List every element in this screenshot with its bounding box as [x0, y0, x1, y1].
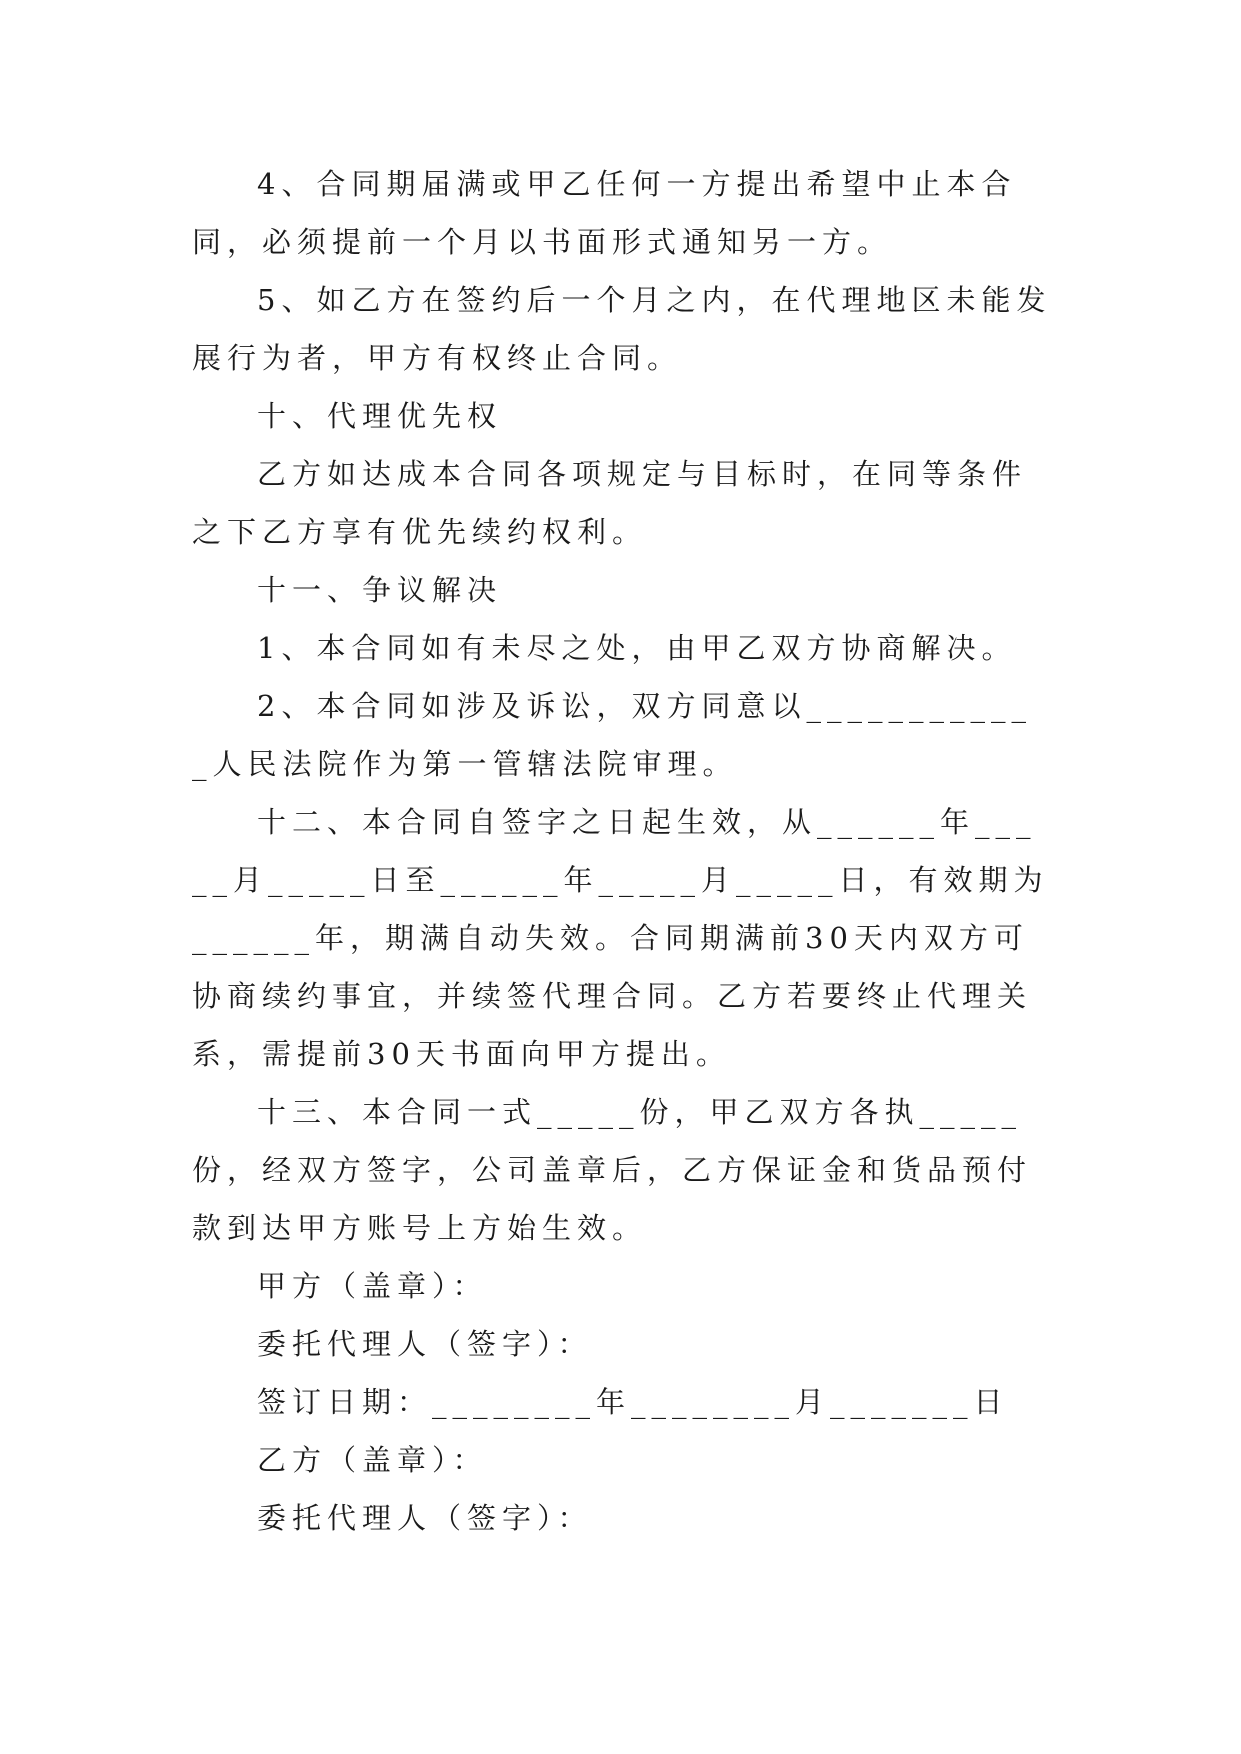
section-11-clause-2: 2、本合同如涉及诉讼，双方同意以____________人民法院作为第一管辖法院审理。 — [192, 689, 1032, 781]
section-11-clause-1: 1、本合同如有未尽之处，由甲乙双方协商解决。 — [257, 631, 1017, 665]
clause-4-paragraph: 4、合同期届满或甲乙任何一方提出希望中止本合同，必须提前一个月以书面形式通知另一方。 — [192, 167, 1017, 259]
section-13-paragraph: 十三、本合同一式_____份，甲乙双方各执_____份，经双方签字，公司盖章后，乙方保证金和货品预付款到达甲方账号上方始生效。 — [192, 1095, 1033, 1245]
section-10-paragraph: 乙方如达成本合同各项规定与目标时，在同等条件之下乙方享有优先续约权利。 — [192, 457, 1028, 549]
party-b-seal-line: 乙方（盖章）： — [257, 1443, 488, 1477]
signing-date-line: 签订日期：________年________月_______日 — [257, 1385, 1009, 1419]
section-12-paragraph: 十二、本合同自签字之日起生效，从______年_____月_____日至______年_____月_____日，有效期为______年，期满自动失效。合同期满前30天内双方可协商续约事宜，并续签代理合同。乙方若要终止代理关系，需提前30天书面向甲方提出。 — [192, 805, 1049, 1071]
section-10-heading: 十、代理优先权 — [257, 399, 503, 433]
party-a-seal-line: 甲方（盖章）： — [257, 1269, 488, 1303]
section-11-heading: 十一、争议解决 — [257, 573, 503, 607]
party-b-agent-signature-line: 委托代理人（签字）： — [257, 1501, 593, 1535]
clause-5-paragraph: 5、如乙方在签约后一个月之内，在代理地区未能发展行为者，甲方有权终止合同。 — [192, 283, 1052, 375]
party-a-agent-signature-line: 委托代理人（签字）： — [257, 1327, 593, 1361]
document-body — [192, 155, 1052, 1547]
